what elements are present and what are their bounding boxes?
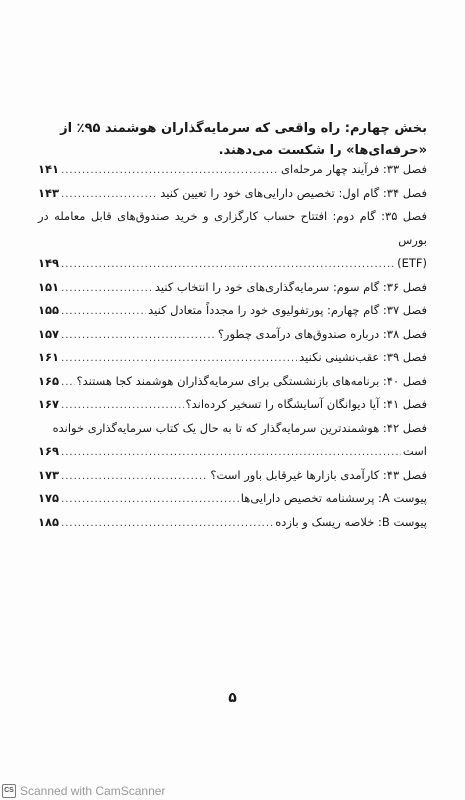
toc-entry-title: فصل ۳۸: درباره صندوق‌های درآمدی چطور؟ <box>217 326 427 341</box>
toc-entry-title: فصل ۳۳: فرآیند چهار مرحله‌ای <box>280 162 427 176</box>
dot-leader <box>61 465 208 489</box>
toc-entry <box>38 393 427 417</box>
toc-entry-page: ۱۶۱ <box>38 350 60 364</box>
section-heading: بخش چهارم: راه واقعی که سرمایه‌گذاران هوشمند ۹۵٪ از «حرفه‌ای‌ها» را شکست می‌دهند. <box>60 121 427 158</box>
dot-leader <box>61 512 273 536</box>
dot-leader <box>61 159 279 183</box>
toc-entry-title: فصل ۳۵: گام دوم: افتتاح حساب کارگزاری و خرید صندوق‌های قابل معامله در بورس <box>38 209 427 247</box>
toc-entry-title: فصل ۴۳: کارآمدی بازارها غیرقابل باور است؟ <box>210 467 427 482</box>
toc-entry-continuation: (ETF) <box>397 256 427 270</box>
toc-entry-title: فصل ۴۰: برنامه‌های بازنشستگی برای سرمایه‌گذاران هوشمند کجا هستند؟ <box>76 373 427 388</box>
toc-entry-continuation: است <box>402 444 427 458</box>
toc-entry-page: ۱۵۱ <box>38 279 60 294</box>
dot-leader <box>61 300 146 324</box>
toc-entry-page: ۱۵۷ <box>38 326 60 341</box>
toc-entry-title: فصل ۳۷: گام چهارم: پورتفولیوی خود را مجدداً متعادل کنید <box>148 303 427 317</box>
toc-entry-page: ۱۸۵ <box>38 514 60 529</box>
toc-entry <box>38 205 427 276</box>
toc-entry-page: ۱۷۵ <box>38 491 60 505</box>
dot-leader <box>61 371 74 395</box>
toc-entry-page: ۱۷۳ <box>38 467 60 482</box>
toc-entry-title: فصل ۴۱: آیا دیوانگان آسایشگاه را تسخیر کرده‌اند؟ <box>185 397 427 411</box>
toc-entry-title: فصل ۳۴: گام اول: تخصیص دارایی‌های خود را تعیین کنید <box>160 185 427 200</box>
toc-entry <box>38 323 427 347</box>
dot-leader <box>61 183 158 207</box>
toc-entry-page: ۱۴۹ <box>38 256 60 270</box>
toc-entry <box>38 299 427 323</box>
dot-leader <box>61 347 297 371</box>
toc-entry <box>38 487 427 511</box>
toc-entry <box>38 370 427 394</box>
toc-entry-page: ۱۶۷ <box>38 397 60 411</box>
toc-entry-page: ۱۴۱ <box>38 162 60 176</box>
toc-entry-title: فصل ۳۶: گام سوم: سرمایه‌گذاری‌های خود را انتخاب کنید <box>154 279 427 294</box>
table-of-contents <box>38 158 427 534</box>
dot-leader <box>61 488 239 512</box>
scanner-watermark <box>0 782 465 800</box>
dot-leader <box>61 394 183 418</box>
page-number: ۵ <box>228 690 237 706</box>
dot-leader <box>61 441 401 465</box>
toc-entry-page: ۱۵۵ <box>38 303 60 317</box>
toc-entry <box>38 346 427 370</box>
dot-leader <box>61 324 216 348</box>
toc-entry-page: ۱۶۹ <box>38 444 60 458</box>
toc-entry-title: فصل ۳۹: عقب‌نشینی نکنید <box>299 350 427 364</box>
toc-entry <box>38 182 427 206</box>
toc-entry-page: ۱۴۳ <box>38 185 60 200</box>
dot-leader <box>61 277 153 301</box>
toc-entry-title: پیوست A: پرسشنامه تخصیص دارایی‌ها <box>240 491 427 505</box>
toc-entry <box>38 511 427 535</box>
camscanner-logo-icon: CS <box>2 784 16 798</box>
toc-entry-title: پیوست B: خلاصه ریسک و بازده <box>275 514 427 529</box>
toc-entry-title: فصل ۴۲: هوشمندترین سرمایه‌گذار که تا به حال یک کتاب سرمایه‌گذاری خوانده <box>52 420 427 435</box>
dot-leader <box>61 253 395 277</box>
toc-entry <box>38 417 427 464</box>
toc-entry <box>38 158 427 182</box>
toc-entry <box>38 276 427 300</box>
toc-entry-page: ۱۶۵ <box>38 373 60 388</box>
scanner-watermark-text: Scanned with CamScanner <box>20 784 166 798</box>
toc-entry <box>38 464 427 488</box>
